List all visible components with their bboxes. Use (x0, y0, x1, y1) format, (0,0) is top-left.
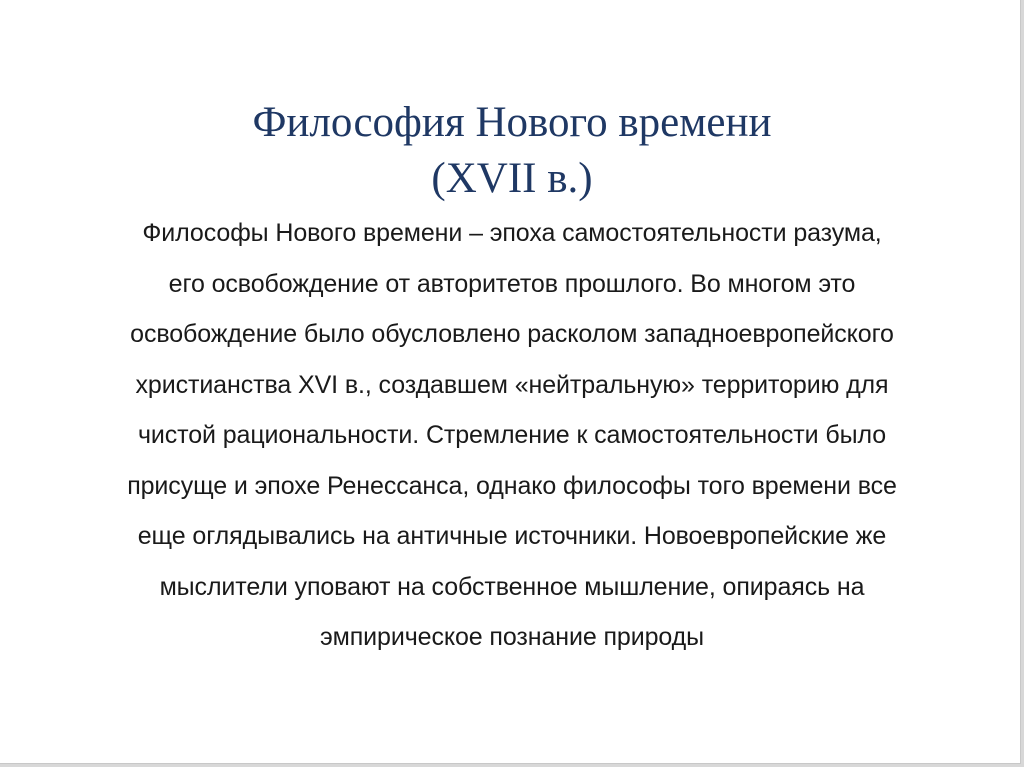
body-line-4: христианства XVI в., создавшем «нейтральную» территорию для (135, 370, 889, 399)
body-line-3: освобождение было обусловлено расколом западноевропейского (130, 320, 894, 348)
slide-title-line-2: (XVII в.) (431, 154, 593, 202)
body-line-7: еще оглядывались на античные источники. Новоевропейские же (137, 522, 887, 550)
body-line-1: Философы Нового времени – эпоха самостоятельности разума, (142, 219, 882, 247)
body-line-2: его освобождение от авторитетов прошлого. Во многом это (168, 269, 856, 298)
body-line-8: мыслители уповают на собственное мышление, опираясь на (159, 572, 865, 601)
body-line-6: присуще и эпохе Ренессанса, однако философы того времени все (127, 471, 897, 500)
slide-title (0, 95, 1024, 207)
slide-body-text (60, 208, 964, 663)
slide-title-line-1: Философия Нового времени (252, 98, 772, 146)
body-line-9: эмпирическое познание природы (320, 623, 704, 651)
body-line-5: чистой рациональности. Стремление к самостоятельности было (137, 421, 887, 449)
